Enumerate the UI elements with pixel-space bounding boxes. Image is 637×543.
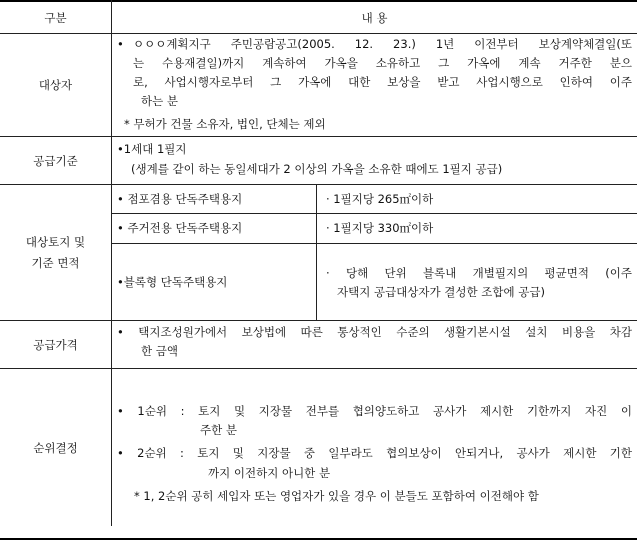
target-note: * 무허가 건물 소유자, 법인, 단체는 제외 [124, 117, 326, 131]
priority-item: 까지 이전하지 아니한 분 [208, 466, 331, 480]
land-standard-cell: · 당해 단위 블록내 개별필지의 평균면적 (이주 [326, 266, 632, 280]
target-text-line: 하는 분 [141, 94, 178, 108]
priority-item: 주한 분 [200, 423, 237, 437]
row-label-priority: 순위결정 [33, 440, 78, 455]
header-category: 구분 [44, 10, 67, 25]
target-text-line: ㅇㅇㅇ계획지구 주민공람공고(2005. 12. 23.) 1년 이전부터 보상계약체결일(또 [133, 37, 632, 51]
priority-item: • 2순위 : 토지 및 지장물 중 일부라도 협의보상이 안되거나, 공사가 제시한 기한 [117, 446, 632, 460]
sub-column-divider [316, 184, 317, 320]
price-text-line: • 택지조성원가에서 보상법에 따른 통상적인 수준의 생활기본시설 설치 비용을 차감 [117, 325, 632, 339]
column-divider [111, 0, 112, 526]
row-label-price: 공급가격 [33, 337, 78, 352]
land-standard-cell: · 1필지당 330㎡이하 [326, 221, 434, 235]
row-label-land [0, 185, 111, 320]
supply-standard-note: (생계를 같이 하는 동일세대가 2 이상의 가옥을 소유한 때에도 1필지 공급) [131, 162, 503, 176]
row-label-target: 대상자 [38, 78, 73, 92]
land-standard-cell: · 1필지당 265㎡이하 [326, 192, 434, 206]
price-text-line: 한 금액 [141, 344, 178, 358]
priority-item: • 1순위 : 토지 및 지장물 전부를 협의양도하고 공사가 제시한 기한까지 자진 이 [117, 404, 632, 418]
land-type-cell: • 점포겸용 단독주택용지 [117, 192, 243, 206]
row-label-land-line: 대상토지 및 [25, 234, 86, 249]
bullet: • [117, 37, 124, 51]
land-standard-cell: 자택지 공급대상자가 결성한 조합에 공급) [337, 285, 545, 299]
sub-row-divider [112, 243, 637, 244]
table-bottom-border [0, 538, 637, 540]
header-content: 내 용 [361, 10, 388, 25]
land-type-cell: •블록형 단독주택용지 [117, 275, 228, 289]
target-text-line: 로, 사업시행자로부터 그 가옥에 대한 보상을 받고 사업시행으로 인하여 이주 [133, 75, 632, 89]
target-text-line: 는 수용재결일)까지 계속하여 가옥을 소유하고 그 가옥에 계속 거주한 분으 [133, 56, 632, 70]
priority-note: * 1, 2순위 공히 세입자 또는 영업자가 있을 경우 이 분들도 포함하여 이전해야 함 [134, 489, 539, 503]
land-type-cell: • 주거전용 단독주택용지 [117, 221, 243, 235]
row-label-land-line: 기준 면적 [31, 255, 80, 270]
sub-row-divider [112, 213, 637, 214]
row-label-supply-standard: 공급기준 [33, 153, 78, 168]
supply-standard-line: •1세대 1필지 [117, 142, 187, 156]
